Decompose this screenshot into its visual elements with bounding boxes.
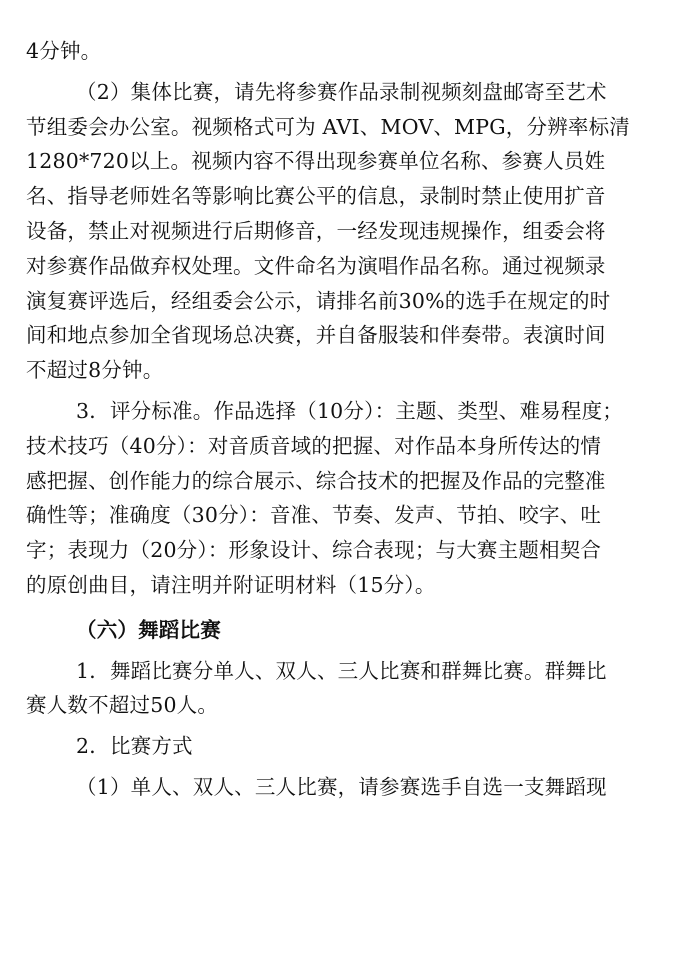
text-line: 感把握、创作能力的综合展示、综合技术的把握及作品的完整准 — [26, 468, 606, 493]
text-line: 节组委会办公室。视频格式可为 AVI、MOV、MPG，分辨率标清 — [26, 114, 631, 139]
text-line: 的原创曲目，请注明并附证明材料（15分）。 — [26, 572, 436, 597]
section-heading: （六）舞蹈比赛 — [76, 617, 221, 642]
text-line: 赛人数不超过50人。 — [26, 693, 219, 718]
paragraph-first-line: 3．评分标准。作品选择（10分）：主题、类型、难易程度； — [76, 398, 623, 423]
spacer — [26, 603, 666, 613]
text-line: 间和地点参加全省现场总决赛，并自备服装和伴奏带。表演时间 — [26, 323, 606, 348]
text-line: 演复赛评选后，经组委会公示，请排名前30%的选手在规定的时 — [26, 288, 611, 313]
paragraph-first-line: （2）集体比赛，请先将参赛作品录制视频刻盘邮寄至艺术 — [76, 79, 607, 104]
text-line: 设备，禁止对视频进行后期修音，一经发现违规操作，组委会将 — [26, 218, 606, 243]
paragraph-first-line: 1．舞蹈比赛分单人、双人、三人比赛和群舞比赛。群舞比 — [76, 658, 607, 683]
text-line: 名、指导老师姓名等影响比赛公平的信息，录制时禁止使用扩音 — [26, 184, 606, 209]
paragraph-heading-line: 2．比赛方式 — [76, 734, 193, 759]
document-page — [26, 34, 666, 805]
text-line: 确性等；准确度（30分）：音准、节奏、发声、节拍、咬字、吐 — [26, 503, 602, 528]
text-line: 对参赛作品做弃权处理。文件命名为演唱作品名称。通过视频录 — [26, 253, 606, 278]
text-line: 不超过8分钟。 — [26, 358, 164, 383]
text-line: 字；表现力（20分）：形象设计、综合表现；与大赛主题相契合 — [26, 538, 602, 563]
text-line: 技术技巧（40分）：对音质音域的把握、对作品本身所传达的情 — [26, 433, 602, 458]
text-line: 4分钟。 — [26, 39, 102, 63]
paragraph-first-line: （1）单人、双人、三人比赛，请参赛选手自选一支舞蹈现 — [76, 774, 607, 799]
text-line: 1280*720以上。视频内容不得出现参赛单位名称、参赛人员姓 — [26, 149, 606, 174]
